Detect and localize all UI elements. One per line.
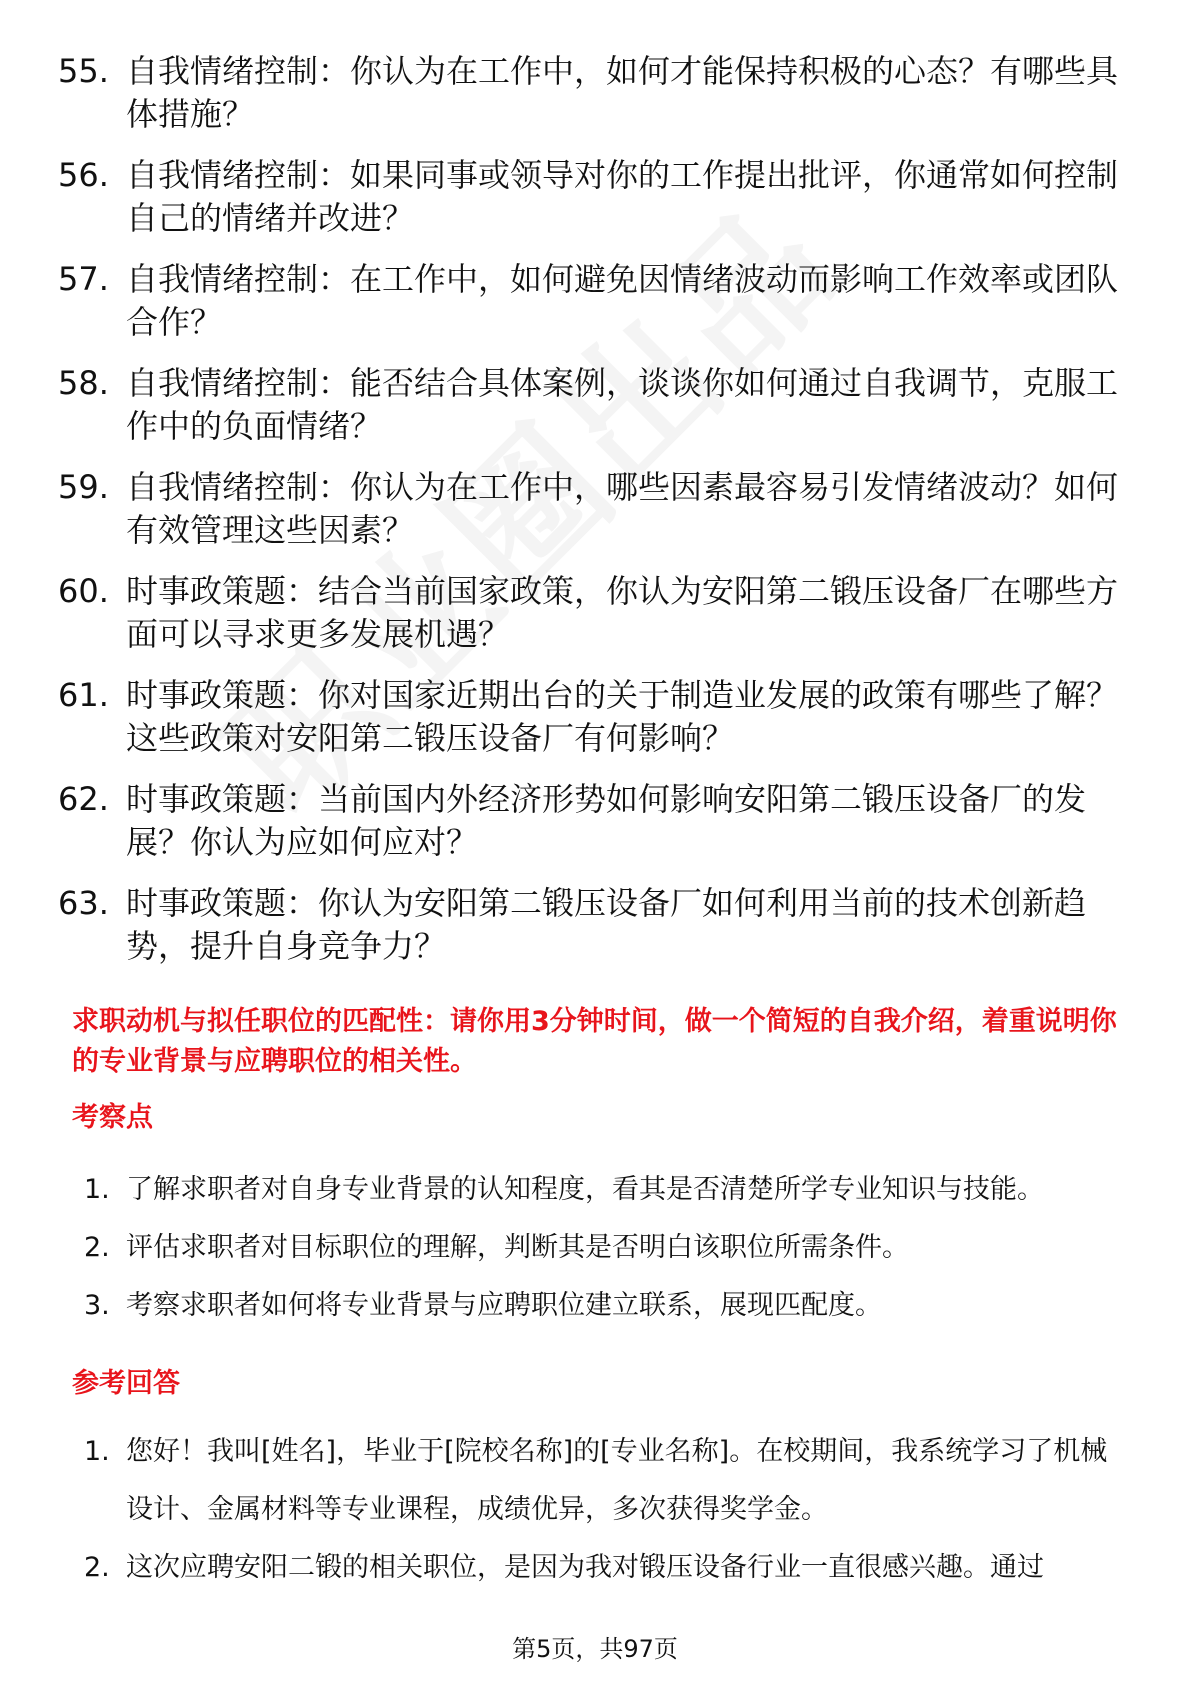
reference-list xyxy=(84,1423,1124,1597)
reference-item xyxy=(84,1423,1124,1539)
reference-item xyxy=(84,1539,1124,1597)
question-text: 自我情绪控制：你认为在工作中，哪些因素最容易引发情绪波动？如何有效管理这些因素？ xyxy=(126,468,1119,549)
question-text: 时事政策题：你认为安阳第二锻压设备厂如何利用当前的技术创新趋势，提升自身竞争力？ xyxy=(126,884,1087,965)
question-number: 55. xyxy=(58,52,109,90)
question-text: 时事政策题：结合当前国家政策，你认为安阳第二锻压设备厂在哪些方面可以寻求更多发展机遇？ xyxy=(126,572,1119,653)
assessment-item xyxy=(84,1172,1124,1208)
assessment-item xyxy=(84,1288,1124,1324)
question-item xyxy=(58,362,1138,448)
question-number: 61. xyxy=(58,676,109,714)
question-number: 59. xyxy=(58,468,109,506)
question-item xyxy=(58,258,1138,344)
question-number: 62. xyxy=(58,780,109,818)
reference-text: 这次应聘安阳二锻的相关职位，是因为我对锻压设备行业一直很感兴趣。通过 xyxy=(126,1552,1044,1583)
question-list xyxy=(58,50,1138,986)
question-item xyxy=(58,50,1138,136)
question-item xyxy=(58,570,1138,656)
reference-number: 2. xyxy=(84,1552,110,1583)
assessment-item xyxy=(84,1230,1124,1266)
assessment-text: 评估求职者对目标职位的理解，判断其是否明白该职位所需条件。 xyxy=(126,1232,909,1263)
question-item xyxy=(58,674,1138,760)
assessment-heading: 考察点 xyxy=(72,1102,153,1133)
reference-number: 1. xyxy=(84,1436,110,1467)
assessment-list xyxy=(84,1172,1124,1346)
question-text: 时事政策题：当前国内外经济形势如何影响安阳第二锻压设备厂的发展？你认为应如何应对？ xyxy=(126,780,1087,861)
question-number: 58. xyxy=(58,364,109,402)
question-number: 63. xyxy=(58,884,109,922)
reference-text: 您好！我叫[姓名]，毕业于[院校名称]的[专业名称]。在校期间，我系统学习了机械设计、金属材料等专业课程，成绩优异，多次获得奖学金。 xyxy=(126,1436,1108,1525)
assessment-text: 了解求职者对自身专业背景的认知程度，看其是否清楚所学专业知识与技能。 xyxy=(126,1174,1044,1205)
question-text: 自我情绪控制：在工作中，如何避免因情绪波动而影响工作效率或团队合作？ xyxy=(126,260,1119,341)
question-number: 60. xyxy=(58,572,109,610)
question-item xyxy=(58,778,1138,864)
question-text: 自我情绪控制：能否结合具体案例，谈谈你如何通过自我调节，克服工作中的负面情绪？ xyxy=(126,364,1119,445)
assessment-number: 3. xyxy=(84,1290,110,1321)
question-text: 自我情绪控制：你认为在工作中，如何才能保持积极的心态？有哪些具体措施？ xyxy=(126,52,1119,133)
question-number: 57. xyxy=(58,260,109,298)
assessment-text: 考察求职者如何将专业背景与应聘职位建立联系，展现匹配度。 xyxy=(126,1290,882,1321)
assessment-number: 2. xyxy=(84,1232,110,1263)
featured-question: 求职动机与拟任职位的匹配性：请你用3分钟时间，做一个简短的自我介绍，着重说明你的专业背景与应聘职位的相关性。 xyxy=(72,1006,1117,1077)
question-item xyxy=(58,882,1138,968)
question-item xyxy=(58,154,1138,240)
question-number: 56. xyxy=(58,156,109,194)
page-footer: 第5页，共97页 xyxy=(512,1635,678,1663)
question-text: 自我情绪控制：如果同事或领导对你的工作提出批评，你通常如何控制自己的情绪并改进？ xyxy=(126,156,1119,237)
question-text: 时事政策题：你对国家近期出台的关于制造业发展的政策有哪些了解？这些政策对安阳第二锻压设备厂有何影响？ xyxy=(126,676,1119,757)
question-item xyxy=(58,466,1138,552)
reference-heading: 参考回答 xyxy=(72,1368,180,1399)
assessment-number: 1. xyxy=(84,1174,110,1205)
